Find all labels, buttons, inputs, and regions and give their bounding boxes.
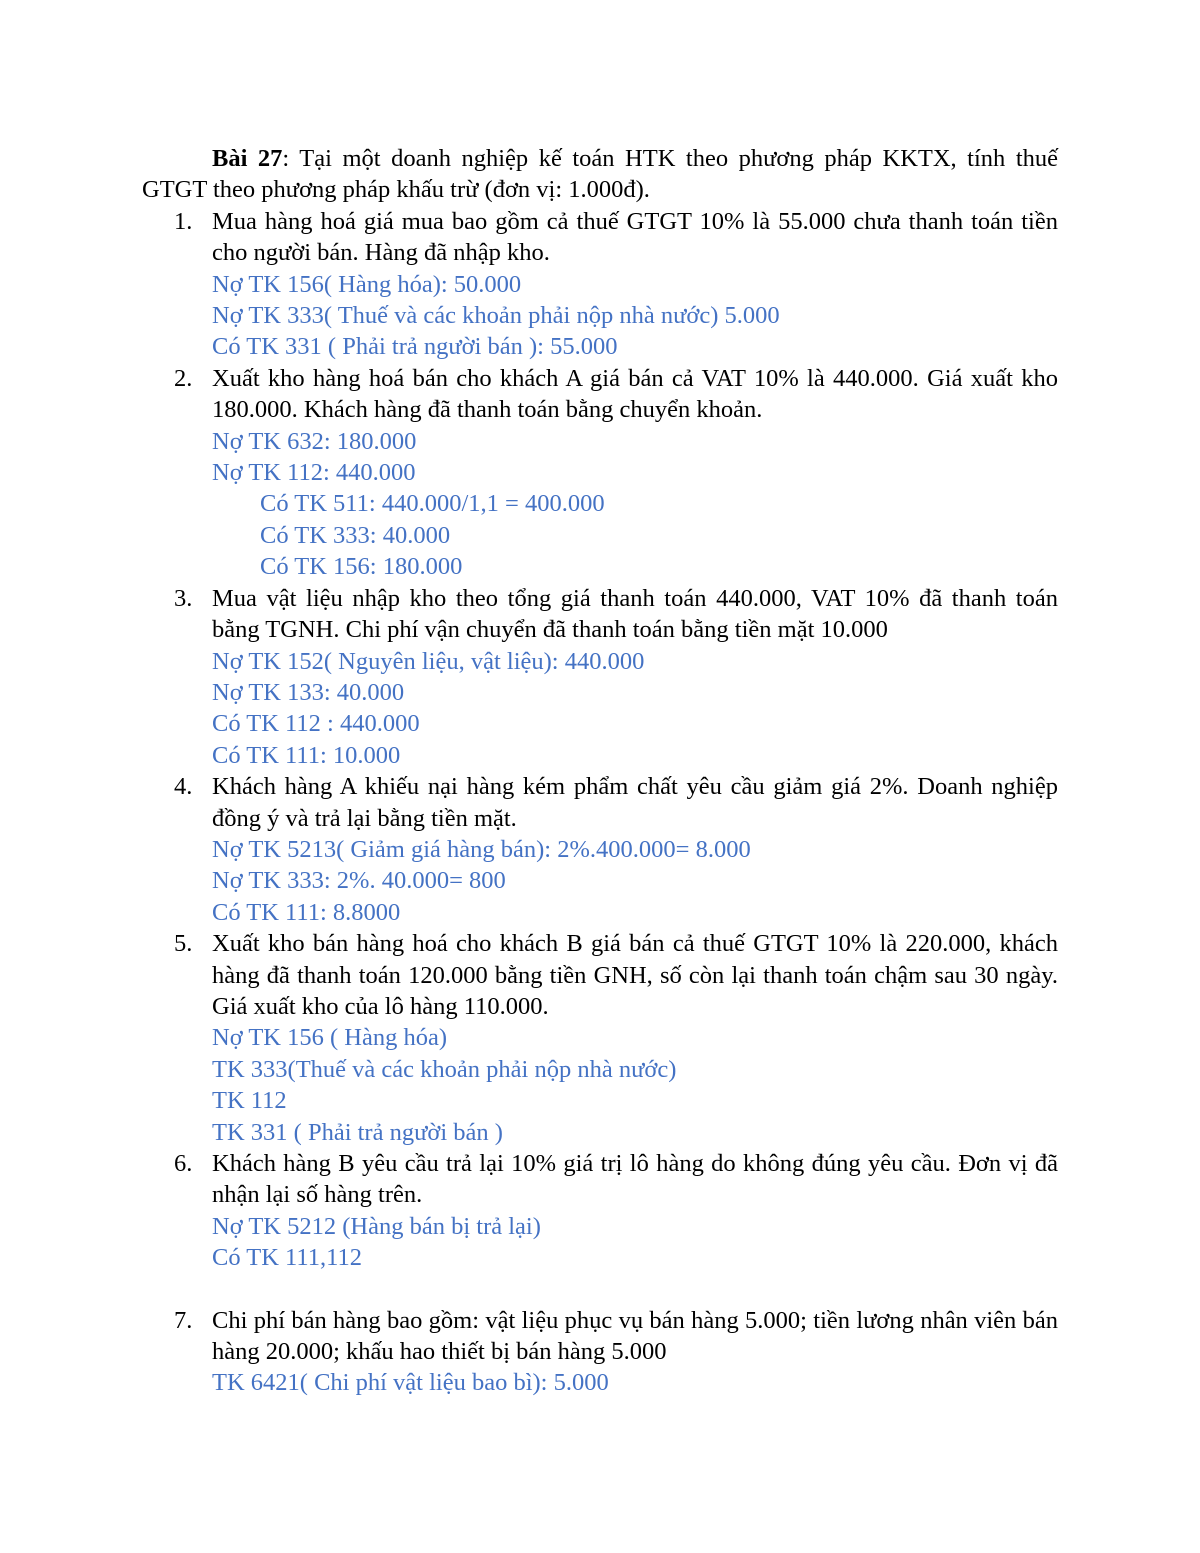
list-item: [142, 928, 1058, 1148]
journal-entry: Nợ TK 112: 440.000: [212, 459, 416, 487]
journal-entry: TK 6421( Chi phí vật liệu bao bì): 5.000: [212, 1369, 609, 1397]
journal-entry: Nợ TK 5213( Giảm giá hàng bán): 2%.400.000= 8.000: [212, 835, 751, 863]
journal-entry: Nợ TK 333: 2%. 40.000= 800: [212, 867, 506, 895]
item-number: 5.: [174, 930, 193, 958]
document-page: [142, 143, 1058, 1399]
journal-entry: Có TK 333: 40.000: [260, 521, 451, 549]
exercise-list: [142, 206, 1058, 1399]
journal-entry: Có TK 111: 10.000: [212, 741, 401, 769]
exercise-intro: [142, 143, 1058, 206]
list-item: [142, 363, 1058, 583]
journal-entry: Nợ TK 133: 40.000: [212, 678, 405, 706]
journal-entry: TK 112: [212, 1087, 287, 1115]
item-number: 1.: [174, 207, 193, 235]
item-number: 6.: [174, 1150, 193, 1177]
journal-entry: Nợ TK 156 ( Hàng hóa): [212, 1024, 447, 1052]
journal-entry: Nợ TK 632: 180.000: [212, 427, 417, 455]
item-number: 2.: [174, 364, 193, 392]
journal-entry: Có TK 511: 440.000/1,1 = 400.000: [260, 490, 605, 518]
journal-entry: Nợ TK 333( Thuế và các khoản phải nộp nhà nước) 5.000: [212, 302, 780, 330]
journal-entry: Có TK 331 ( Phải trả người bán ): 55.000: [212, 333, 618, 361]
item-question: Mua vật liệu nhập kho theo tổng giá thanh toán 440.000, VAT 10% đã thanh toán bằng TGNH. Chi phí vận chuyển đã thanh toán bằng tiền mặt 10.000: [212, 584, 1058, 644]
list-item: [142, 1305, 1058, 1399]
journal-entry: Có TK 156: 180.000: [260, 553, 463, 581]
exercise-description: : Tại một doanh nghiệp kế toán HTK theo phương pháp KKTX, tính thuế GTGT theo phương pháp khấu trừ (đơn vị: 1.000đ).: [142, 145, 1058, 204]
journal-entry: Nợ TK 156( Hàng hóa): 50.000: [212, 270, 522, 298]
item-question: Khách hàng A khiếu nại hàng kém phẩm chất yêu cầu giảm giá 2%. Doanh nghiệp đồng ý và trả lại bằng tiền mặt.: [212, 773, 1058, 832]
item-question: Chi phí bán hàng bao gồm: vật liệu phục vụ bán hàng 5.000; tiền lương nhân viên bán hàng 20.000; khấu hao thiết bị bán hàng 5.000: [212, 1306, 1058, 1366]
journal-entry: TK 333(Thuế và các khoản phải nộp nhà nước): [212, 1055, 677, 1083]
journal-entry: Có TK 111: 8.8000: [212, 898, 401, 926]
list-item: [142, 206, 1058, 363]
journal-entry: Nợ TK 5212 (Hàng bán bị trả lại): [212, 1212, 541, 1240]
item-question: Mua hàng hoá giá mua bao gồm cả thuế GTGT 10% là 55.000 chưa thanh toán tiền cho người bán. Hàng đã nhập kho.: [212, 207, 1058, 267]
list-item: [142, 771, 1058, 928]
item-question: Xuất kho hàng hoá bán cho khách A giá bán cả VAT 10% là 440.000. Giá xuất kho 180.000. Khách hàng đã thanh toán bằng chuyển khoản.: [212, 364, 1058, 424]
item-question: Khách hàng B yêu cầu trả lại 10% giá trị lô hàng do không đúng yêu cầu. Đơn vị đã nhận lại số hàng trên.: [212, 1150, 1058, 1209]
journal-entry: Nợ TK 152( Nguyên liệu, vật liệu): 440.000: [212, 647, 645, 675]
journal-entry: Có TK 112 : 440.000: [212, 710, 420, 738]
item-number: 7.: [174, 1306, 193, 1334]
exercise-title: Bài 27: [212, 145, 283, 172]
journal-entry: Có TK 111,112: [212, 1244, 362, 1272]
journal-entry: TK 331 ( Phải trả người bán ): [212, 1118, 503, 1146]
list-item: [142, 1148, 1058, 1274]
list-item: [142, 583, 1058, 771]
item-question: Xuất kho bán hàng hoá cho khách B giá bán cả thuế GTGT 10% là 220.000, khách hàng đã thanh toán 120.000 bằng tiền GNH, số còn lại thanh toán chậm sau 30 ngày. Giá xuất kho của lô hàng 110.000.: [212, 930, 1058, 1020]
item-number: 3.: [174, 584, 193, 612]
item-number: 4.: [174, 773, 193, 801]
